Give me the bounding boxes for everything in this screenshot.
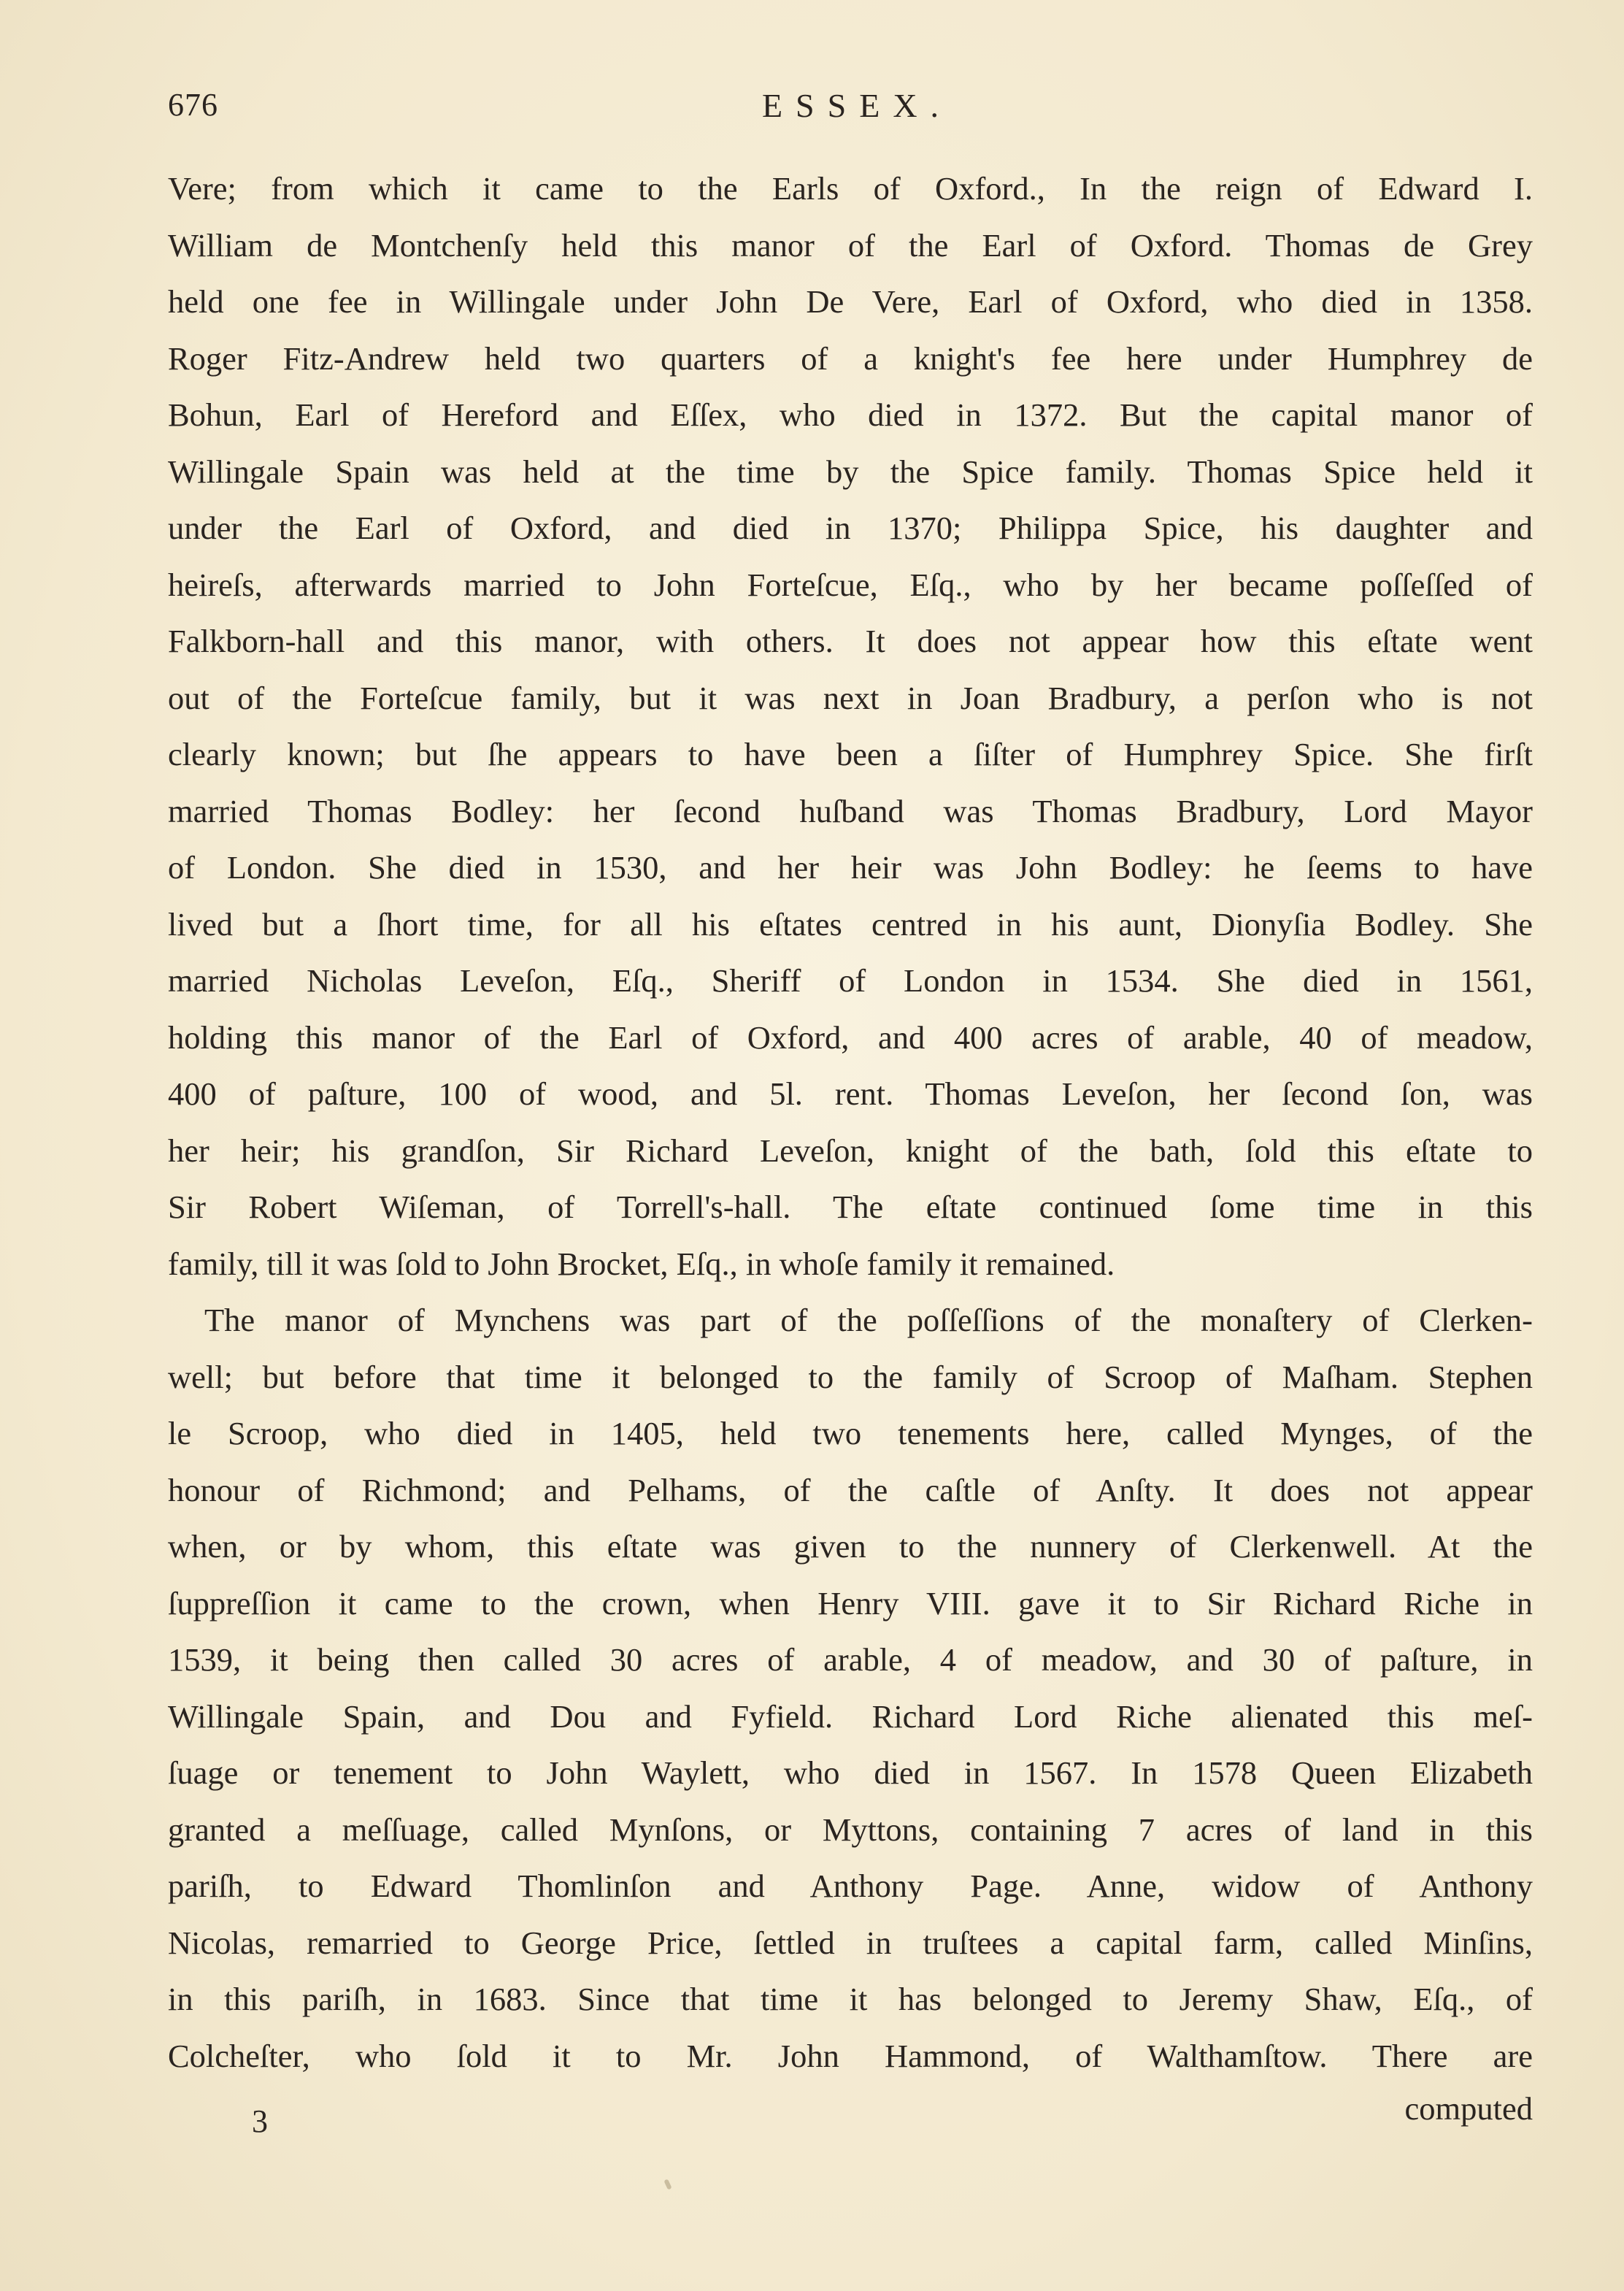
text-line: ſuage or tenement to John Waylett, who died in 1567. In 1578 Queen Elizabeth: [168, 1754, 1533, 1791]
text-line: lived but a ſhort time, for all his eſtates centred in his aunt, Dionyſia Bodley. She: [168, 905, 1533, 943]
paper-speck: [663, 2179, 671, 2190]
text-line: Nicolas, remarried to George Price, ſettled in truſtees a capital farm, called Minſins,: [168, 1924, 1533, 1961]
text-line: Bohun, Earl of Hereford and Eſſex, who died in 1372. But the capital manor of: [168, 396, 1533, 433]
text-line: Falkborn-hall and this manor, with others. It does not appear how this eſtate went: [168, 623, 1533, 659]
text-line: Colcheſter, who ſold it to Mr. John Hammond, of Walthamſtow. There are: [168, 2037, 1533, 2074]
text-line: William de Montchenſy held this manor of the Earl of Oxford. Thomas de Grey: [168, 226, 1533, 264]
catchword: computed: [1404, 2090, 1533, 2127]
text-line: ſuppreſſion it came to the crown, when Henry VIII. gave it to Sir Richard Riche in: [168, 1584, 1533, 1622]
text-line: well; but before that time it belonged to the family of Scroop of Maſham. Stephen: [168, 1358, 1533, 1395]
text-line: heireſs, afterwards married to John Forteſcue, Eſq., who by her became poſſeſſed of: [168, 566, 1533, 603]
text-line: her heir; his grandſon, Sir Richard Leveſon, knight of the bath, ſold this eſtate to: [168, 1132, 1533, 1169]
text-line: pariſh, to Edward Thomlinſon and Anthony Page. Anne, widow of Anthony: [168, 1868, 1533, 1904]
text-line: married Thomas Bodley: her ſecond huſband was Thomas Bradbury, Lord Mayor: [168, 792, 1533, 829]
text-line: held one fee in Willingale under John De Vere, Earl of Oxford, who died in 1358.: [168, 283, 1533, 320]
text-line: holding this manor of the Earl of Oxford, and 400 acres of arable, 40 of meadow,: [168, 1018, 1533, 1056]
text-line: honour of Richmond; and Pelhams, of the caſtle of Anſty. It does not appear: [168, 1471, 1533, 1508]
text-line: under the Earl of Oxford, and died in 1370; Philippa Spice, his daughter and: [168, 510, 1533, 546]
text-line: Vere; from which it came to the Earls of Oxford., In the reign of Edward I.: [168, 170, 1533, 207]
text-line: Sir Robert Wiſeman, of Torrell's-hall. The eſtate continued ſome time in this: [168, 1189, 1533, 1225]
page-header: [168, 86, 1533, 130]
text-line: Willingale Spain, and Dou and Fyfield. Richard Lord Riche alienated this meſ-: [168, 1697, 1533, 1735]
text-line: out of the Forteſcue family, but it was next in Joan Bradbury, a perſon who is not: [168, 679, 1533, 716]
text-line: married Nicholas Leveſon, Eſq., Sheriff of London in 1534. She died in 1561,: [168, 962, 1533, 999]
text-line: Willingale Spain was held at the time by the Spice family. Thomas Spice held it: [168, 453, 1533, 490]
text-line: 400 of paſture, 100 of wood, and 5l. rent. Thomas Leveſon, her ſecond ſon, was: [168, 1075, 1533, 1112]
text-line: 1539, it being then called 30 acres of arable, 4 of meadow, and 30 of paſture, in: [168, 1641, 1533, 1678]
signature-mark: 3: [252, 2103, 268, 2139]
text-line: le Scroop, who died in 1405, held two tenements here, called Mynges, of the: [168, 1415, 1533, 1451]
running-title: ESSEX.: [761, 87, 953, 124]
paragraph-start-line: The manor of Mynchens was part of the poſſeſſions of the monaſtery of Clerken-: [204, 1302, 1533, 1338]
text-line: clearly known; but ſhe appears to have been a ſiſter of Humphrey Spice. She firſt: [168, 736, 1533, 772]
page-number: 676: [168, 87, 218, 123]
page-footer: [168, 2089, 1533, 2148]
text-line: granted a meſſuage, called Mynſons, or Myttons, containing 7 acres of land in this: [168, 1811, 1533, 1848]
text-line: Roger Fitz-Andrew held two quarters of a knight's fee here under Humphrey de: [168, 339, 1533, 377]
text-line: in this pariſh, in 1683. Since that time it has belonged to Jeremy Shaw, Eſq., of: [168, 1981, 1533, 2017]
body-text: [168, 161, 1533, 2084]
paragraph-end-line: family, till it was ſold to John Brocket, Eſq., in whoſe family it remained.: [168, 1245, 1115, 1282]
text-line: when, or by whom, this eſtate was given to the nunnery of Clerkenwell. At the: [168, 1528, 1533, 1565]
text-line: of London. She died in 1530, and her heir was John Bodley: he ſeems to have: [168, 849, 1533, 886]
